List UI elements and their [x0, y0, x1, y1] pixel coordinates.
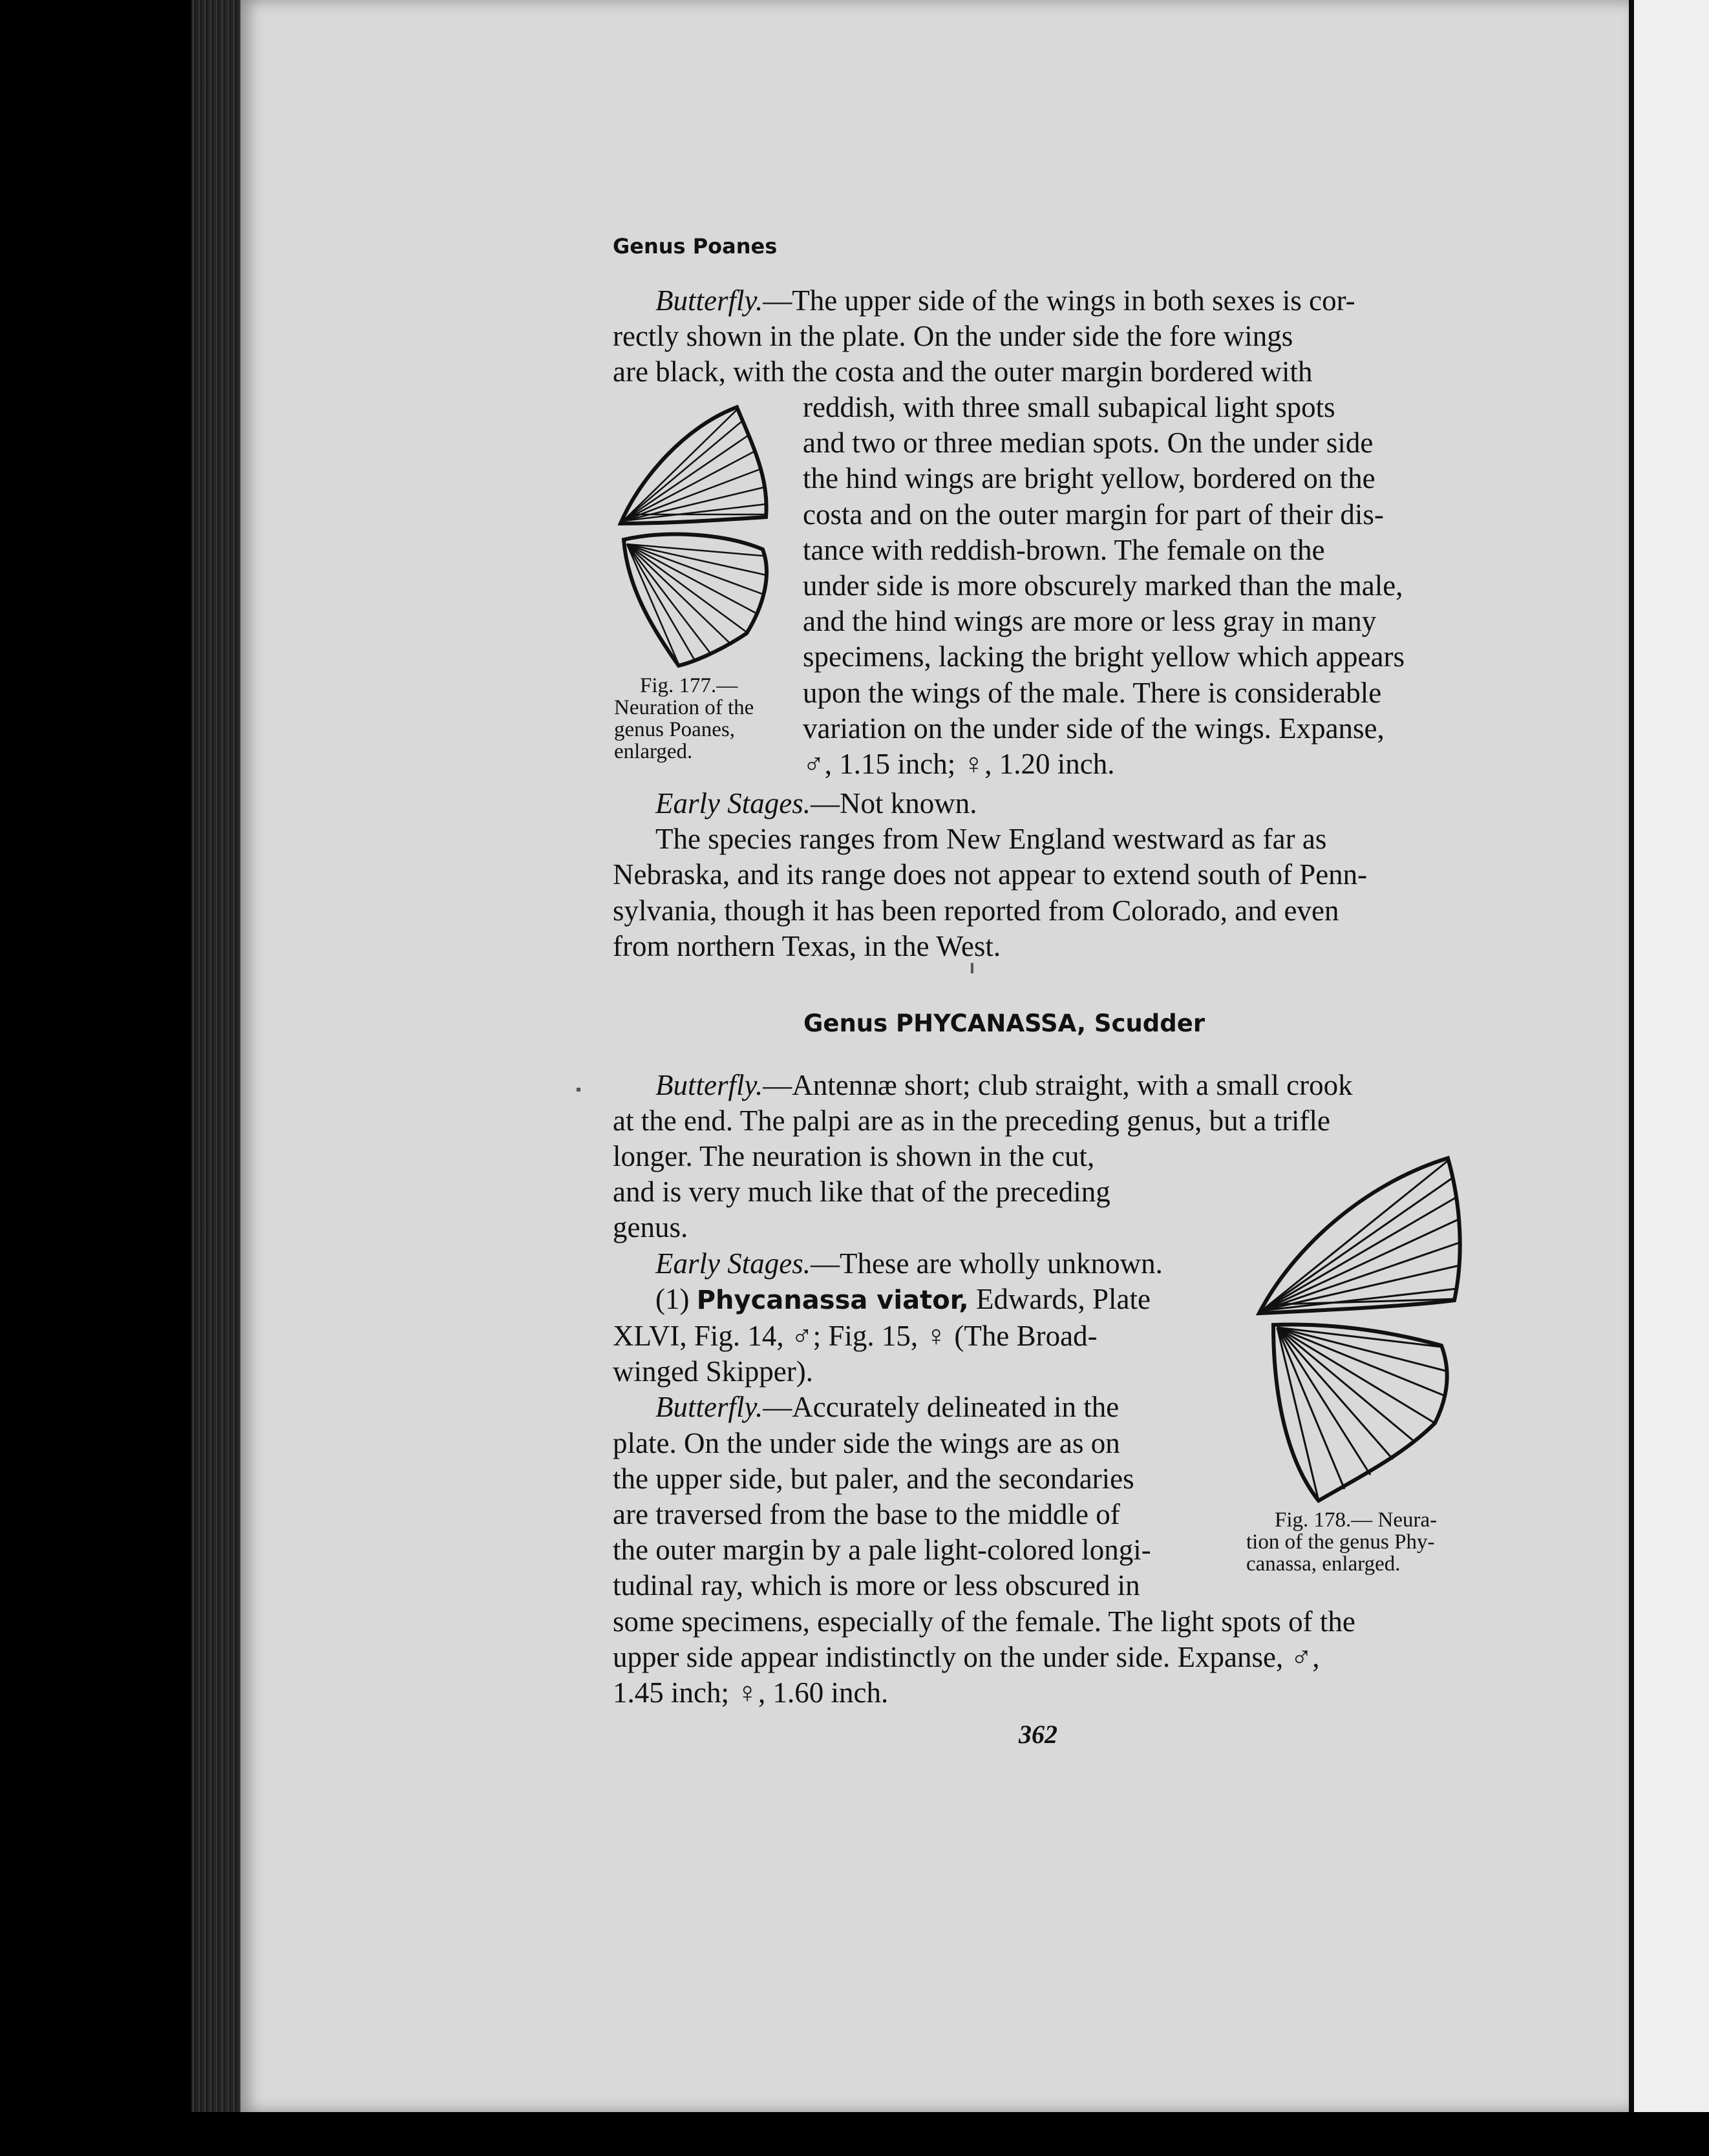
butterfly-label: Butterfly. [655, 284, 763, 317]
paragraph-line: Butterfly.—The upper side of the wings in both sexes is cor- [655, 284, 1355, 317]
figure-178-caption [1246, 1509, 1485, 1575]
species-name: Phycanassa viator, [696, 1285, 969, 1315]
poanes-early-stages [613, 786, 1472, 964]
paragraph-line: and two or three median spots. On the under side [803, 427, 1374, 460]
paragraph-line: the hind wings are bright yellow, bordered on the [803, 462, 1375, 495]
caption-line: Neuration of the [614, 696, 754, 719]
paragraph-line: genus. [613, 1211, 688, 1244]
paragraph-line: Butterfly.—Antennæ short; club straight, with a small crook [655, 1069, 1353, 1101]
paragraph-line: reddish, with three small subapical light spots [803, 391, 1335, 423]
paragraph-line: the outer margin by a pale light-colored longi- [613, 1534, 1151, 1567]
running-head: Genus Poanes [613, 234, 778, 259]
paragraph-line: XLVI, Fig. 14, ♂; Fig. 15, ♀ (The Broad- [613, 1320, 1098, 1353]
caption-line: enlarged. [614, 740, 693, 763]
paragraph-line: and is very much like that of the preceding [613, 1176, 1110, 1209]
species-line: (1) Phycanassa viator, Edwards, Plate [655, 1282, 1151, 1315]
caption-line: genus Poanes, [614, 718, 735, 741]
caption-line: Fig. 177.— [640, 674, 738, 697]
paragraph-line: The species ranges from New England westward as far as [655, 823, 1327, 856]
scan-speck [971, 963, 973, 973]
caption-line: Fig. 178.— Neura- [1275, 1508, 1438, 1532]
paragraph-line: tudinal ray, which is more or less obscured in [613, 1569, 1140, 1602]
wing-neuration-diagram [1254, 1152, 1467, 1514]
paragraph-line: some specimens, especially of the female. The light spots of the [613, 1605, 1355, 1638]
caption-line: canassa, enlarged. [1246, 1552, 1401, 1576]
paragraph-line: under side is more obscurely marked than the male, [803, 569, 1403, 602]
early-stages-label: Early Stages. [655, 787, 811, 819]
paragraph-line: rectly shown in the plate. On the under side the fore wings [613, 320, 1293, 353]
phycanassa-left-column [613, 1139, 1227, 1604]
wing-neuration-diagram [614, 401, 776, 672]
paragraph-line: ♂, 1.15 inch; ♀, 1.20 inch. [803, 748, 1115, 781]
paragraph-line: 1.45 inch; ♀, 1.60 inch. [613, 1676, 889, 1709]
paragraph-line: winged Skipper). [613, 1355, 813, 1388]
paragraph-line: the upper side, but paler, and the secondaries [613, 1462, 1134, 1495]
paragraph-line: at the end. The palpi are as in the preceding genus, but a trifle [613, 1104, 1331, 1137]
figure-178-wing-neuration [1254, 1152, 1467, 1514]
butterfly-label: Butterfly. [655, 1391, 763, 1424]
phycanassa-closing [613, 1604, 1472, 1711]
paragraph-line: Early Stages.—Not known. [655, 787, 977, 819]
paragraph-line: and the hind wings are more or less gray in many [803, 605, 1377, 638]
scan-bottom-border [0, 2113, 1709, 2156]
poanes-paragraph [613, 283, 1472, 390]
paragraph-line: variation on the under side of the wings. Expanse, [803, 712, 1385, 745]
paragraph-line: plate. On the under side the wings are as on [613, 1426, 1120, 1459]
paragraph-line: from northern Texas, in the West. [613, 929, 1001, 962]
next-page-edge [1634, 0, 1709, 2112]
scan-speck [577, 1088, 580, 1092]
paragraph-line: longer. The neuration is shown in the cut, [613, 1140, 1095, 1172]
paragraph-line: are traversed from the base to the middle of [613, 1498, 1120, 1531]
paragraph-line: specimens, lacking the bright yellow which appears [803, 640, 1405, 673]
paragraph-line: upon the wings of the male. There is considerable [803, 676, 1382, 709]
paragraph-line: Nebraska, and its range does not appear to extend south of Penn- [613, 858, 1368, 891]
genus-heading: Genus PHYCANASSA, Scudder [803, 1009, 1205, 1037]
paragraph-line: costa and on the outer margin for part of their dis- [803, 498, 1384, 531]
page-number: 362 [1019, 1720, 1057, 1749]
early-stages-label: Early Stages. [655, 1247, 811, 1280]
caption-line: tion of the genus Phy- [1246, 1530, 1435, 1554]
paragraph-line: Butterfly.—Accurately delineated in the [655, 1391, 1120, 1424]
paragraph-line: tance with reddish-brown. The female on the [803, 533, 1325, 566]
poanes-wrapped-text [803, 390, 1472, 782]
paragraph-line: upper side appear indistinctly on the under side. Expanse, ♂, [613, 1641, 1320, 1674]
figure-177-caption [614, 675, 785, 763]
paragraph-line: are black, with the costa and the outer margin bordered with [613, 355, 1313, 388]
figure-177-wing-neuration [614, 401, 776, 672]
paragraph-line: sylvania, though it has been reported from Colorado, and even [613, 894, 1339, 927]
paragraph-line: Early Stages.—These are wholly unknown. [655, 1247, 1163, 1280]
butterfly-label: Butterfly. [655, 1069, 763, 1101]
phycanassa-paragraph [613, 1068, 1472, 1139]
